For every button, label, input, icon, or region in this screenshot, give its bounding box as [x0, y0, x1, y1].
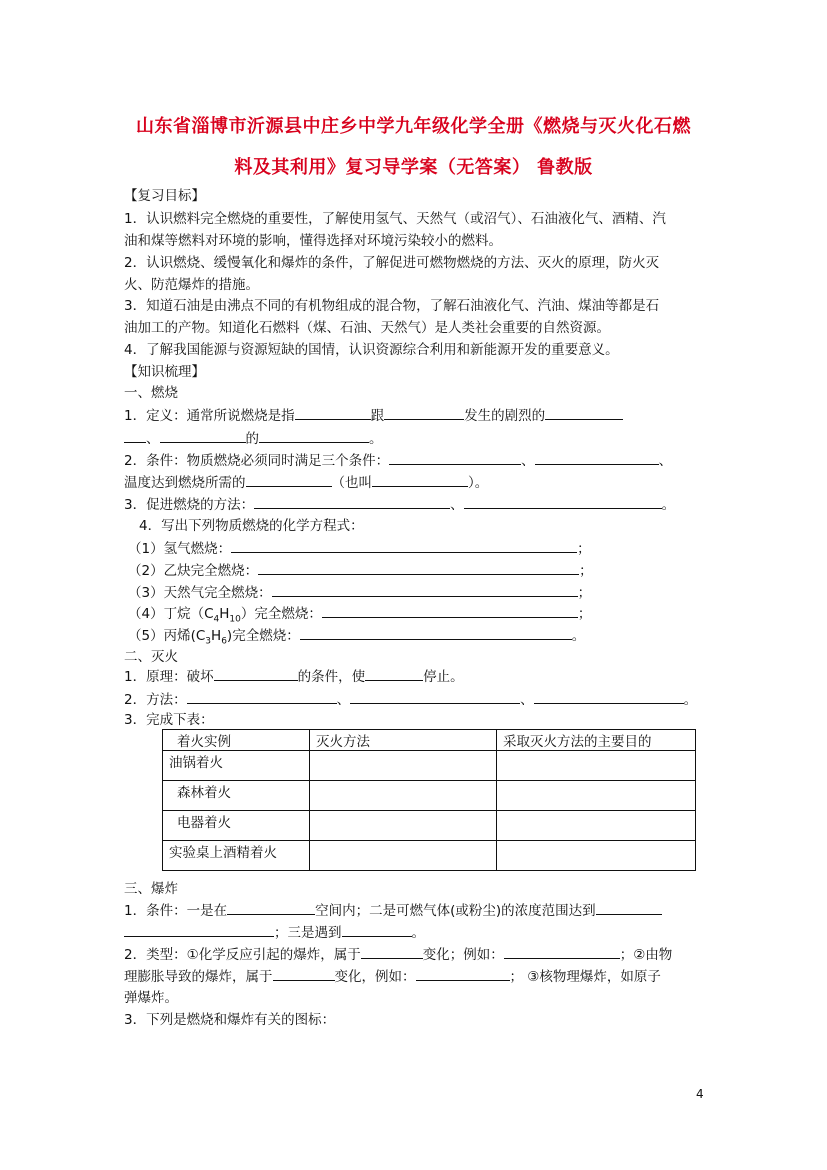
equation-2 [128, 560, 593, 581]
fill-blank[interactable] [365, 666, 423, 681]
promote-text: 、 [450, 497, 464, 513]
objective-line: 1．认识燃料完全燃烧的重要性，了解使用氢气、天然气（或沼气）、石油液化气、酒精、汽 [124, 211, 666, 227]
condition-line-2 [124, 472, 488, 493]
explosion-text: ； ③核物理爆炸，如原子 [509, 969, 661, 985]
explosion-condition-line-1 [124, 900, 662, 921]
fill-blank[interactable] [384, 405, 464, 420]
fill-blank[interactable] [464, 494, 662, 509]
punct: ； [577, 585, 592, 601]
table-cell: 电器着火 [163, 811, 310, 841]
fill-blank[interactable] [214, 666, 298, 681]
punct: ； [577, 541, 591, 557]
fill-blank[interactable] [361, 944, 423, 959]
table-row [163, 781, 696, 811]
title-line-2: 料及其利用》复习导学案（无答案） 鲁教版 [234, 157, 593, 178]
cond-text: 温度达到燃烧所需的 [124, 475, 246, 491]
def-text: 1．定义：通常所说燃烧是指 [124, 408, 295, 424]
fill-blank[interactable] [342, 922, 412, 937]
fill-blank[interactable] [534, 689, 684, 704]
title-line-1: 山东省淄博市沂源县中庄乡中学九年级化学全册《燃烧与灭火化石燃 [136, 116, 691, 137]
explosion-text: 。 [411, 925, 425, 941]
equation-1 [128, 538, 591, 559]
def-text: 。 [369, 431, 383, 447]
eq-label: （5）丙烯(C [128, 628, 206, 644]
explosion-condition-line-2 [124, 922, 425, 943]
fill-blank[interactable] [254, 494, 450, 509]
table-row [163, 841, 696, 871]
explosion-text: ；②由物 [619, 947, 673, 963]
fill-blank[interactable] [124, 922, 274, 937]
def-text: 、 [146, 431, 160, 447]
cond-text: 2．条件：物质燃烧必须同时满足三个条件： [124, 453, 390, 469]
answer-cell[interactable] [310, 811, 497, 841]
cond-text: 、 [658, 453, 673, 469]
def-text: 发生的剧烈的 [464, 408, 546, 424]
objective-line: 油加工的产物。知道化石燃料（煤、石油、天然气）是人类社会重要的自然资源。 [124, 320, 610, 336]
eq-label: （4）丁烷（C [128, 606, 214, 622]
answer-cell[interactable] [497, 781, 696, 811]
fill-blank[interactable] [372, 472, 468, 487]
eq-label: （1）氢气燃烧： [128, 541, 232, 557]
fill-blank[interactable] [300, 625, 572, 640]
cond-text: （也叫 [331, 475, 372, 491]
objectives-header: 【复习目标】 [124, 188, 205, 204]
method-line [124, 689, 697, 710]
table-intro: 3．完成下表： [124, 712, 214, 728]
method-text: 2．方法： [124, 692, 187, 708]
principle-text: 停止。 [423, 669, 464, 685]
fill-blank[interactable] [124, 428, 146, 443]
answer-cell[interactable] [497, 841, 696, 871]
eq-label: ）完全燃烧： [240, 606, 322, 622]
def-text: 跟 [370, 408, 385, 424]
table-row [163, 811, 696, 841]
fill-blank[interactable] [231, 538, 577, 553]
fill-blank[interactable] [596, 900, 662, 915]
extinguish-heading: 二、灭火 [124, 649, 178, 665]
table-header: 灭火方法 [310, 730, 497, 751]
answer-cell[interactable] [310, 751, 497, 781]
eq-label: H [211, 628, 222, 644]
table-row [163, 751, 696, 781]
fill-blank[interactable] [545, 405, 623, 420]
objective-line: 油和煤等燃料对环境的影响，懂得选择对环境污染较小的燃料。 [124, 233, 502, 249]
table-cell: 油锅着火 [163, 751, 310, 781]
fill-blank[interactable] [160, 428, 246, 443]
eq-label: （3）天然气完全燃烧： [128, 585, 272, 601]
condition-line-1 [124, 450, 672, 471]
icons-line: 3．下列是燃烧和爆炸有关的图标： [124, 1012, 336, 1028]
subscript: 6 [221, 636, 227, 647]
fill-blank[interactable] [504, 944, 620, 959]
table-header-row [163, 730, 696, 751]
explosion-text: 变化，例如： [334, 969, 416, 985]
fill-blank[interactable] [389, 450, 521, 465]
objective-line: 4．了解我国能源与资源短缺的国情，认识资源综合利用和新能源开发的重要意义。 [124, 342, 619, 358]
promote-text: 。 [661, 497, 676, 513]
equation-heading: 4．写出下列物质燃烧的化学方程式： [139, 518, 364, 534]
subscript: 10 [229, 614, 241, 625]
promote-line [124, 494, 675, 515]
principle-text: 的条件，使 [297, 669, 366, 685]
def-text: 的 [245, 431, 259, 447]
answer-cell[interactable] [310, 781, 497, 811]
extinguish-table [162, 729, 696, 871]
fill-blank[interactable] [416, 966, 510, 981]
fill-blank[interactable] [273, 966, 335, 981]
equation-5 [128, 625, 585, 652]
eq-label: H [219, 606, 230, 622]
punct: ； [577, 606, 592, 622]
fill-blank[interactable] [187, 689, 337, 704]
table-header: 采取灭火方法的主要目的 [497, 730, 696, 751]
explosion-text: 2．类型：①化学反应引起的爆炸，属于 [124, 947, 361, 963]
definition-line-2 [124, 428, 383, 449]
cond-text: 、 [521, 453, 535, 469]
knowledge-header: 【知识梳理】 [124, 364, 205, 380]
explosion-text: 理膨胀导致的爆炸，属于 [124, 969, 273, 985]
fill-blank[interactable] [350, 689, 520, 704]
answer-cell[interactable] [497, 811, 696, 841]
explosion-type-line-1 [124, 944, 672, 965]
table-cell: 实验桌上酒精着火 [163, 841, 310, 871]
fill-blank[interactable] [246, 472, 332, 487]
principle-line [124, 666, 464, 687]
method-text: 、 [520, 692, 534, 708]
method-text: 。 [683, 692, 698, 708]
fill-blank[interactable] [272, 582, 578, 597]
method-text: 、 [336, 692, 351, 708]
punct: 。 [571, 628, 586, 644]
combustion-heading: 一、燃烧 [124, 385, 178, 401]
objective-line: 2．认识燃烧、缓慢氧化和爆炸的条件，了解促进可燃物燃烧的方法、灭火的原理，防火灭 [124, 255, 660, 271]
equation-3 [128, 582, 591, 603]
subscript: 4 [213, 614, 220, 625]
eq-label: )完全燃烧： [226, 628, 300, 644]
fill-blank[interactable] [322, 603, 578, 618]
promote-text: 3．促进燃烧的方法： [124, 497, 255, 513]
explosion-text: 1．条件：一是在 [124, 903, 228, 919]
objective-line: 3．知道石油是由沸点不同的有机物组成的混合物，了解石油液化气、汽油、煤油等都是石 [124, 298, 660, 314]
explosion-type-line-3: 弹爆炸。 [124, 990, 178, 1006]
punct: ； [579, 563, 593, 579]
fill-blank[interactable] [258, 560, 579, 575]
table-header: 着火实例 [163, 730, 310, 751]
fill-blank[interactable] [227, 900, 315, 915]
table-cell: 森林着火 [163, 781, 310, 811]
definition-line-1 [124, 405, 623, 426]
explosion-text: 变化；例如： [422, 947, 504, 963]
page-number: 4 [696, 1087, 704, 1101]
explosion-text: 空间内；二是可燃气体(或粉尘)的浓度范围达到 [315, 903, 596, 919]
eq-label: （2）乙炔完全燃烧： [128, 563, 259, 579]
objective-line: 火、防范爆炸的措施。 [124, 277, 259, 293]
answer-cell[interactable] [310, 841, 497, 871]
fill-blank[interactable] [295, 405, 371, 420]
cond-text: ）。 [468, 475, 489, 491]
fill-blank[interactable] [259, 428, 369, 443]
fill-blank[interactable] [535, 450, 659, 465]
subscript: 3 [205, 636, 212, 647]
principle-text: 1．原理：破坏 [124, 669, 214, 685]
explosion-heading: 三、爆炸 [124, 881, 178, 897]
explosion-type-line-2 [124, 966, 661, 987]
explosion-text: ；三是遇到 [274, 925, 342, 941]
answer-cell[interactable] [497, 751, 696, 781]
